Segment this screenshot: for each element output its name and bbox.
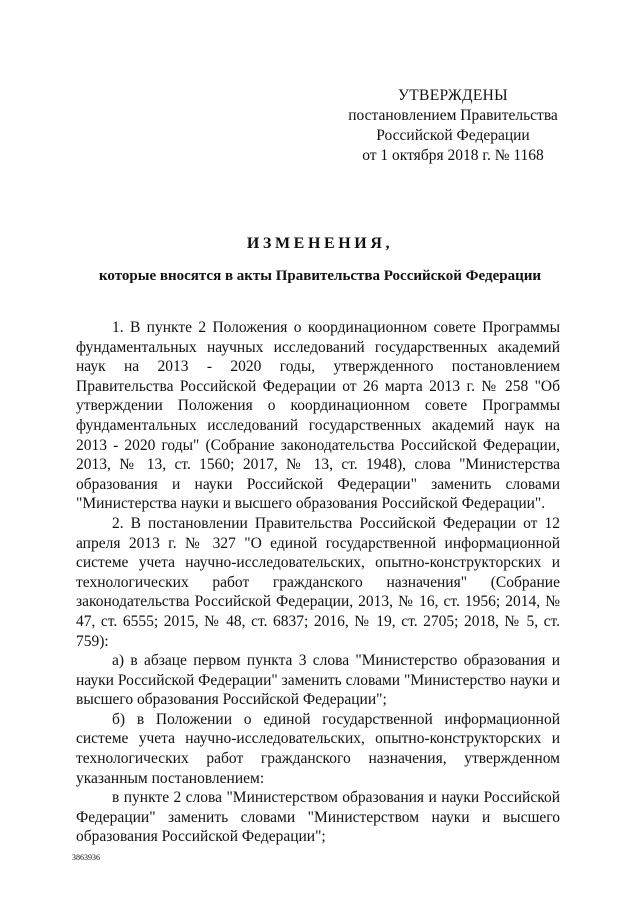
document-body <box>76 318 560 847</box>
approval-line-1: постановлением Правительства <box>348 107 558 124</box>
approval-line-2: Российской Федерации <box>376 127 530 144</box>
paragraph-2b-item: в пункте 2 слова "Министерством образования и науки Российской Федерации" заменить словами "Министерством науки и высшего образования Российской Федерации"; <box>76 789 560 846</box>
document-code: 3863936 <box>72 853 100 862</box>
paragraph-2a: а) в абзаце первом пункта 3 слова "Министерство образования и науки Российской Федерации" заменить словами "Министерство науки и высшего образования Российской Федерации"; <box>76 652 560 709</box>
approval-line-3: от 1 октября 2018 г. № 1168 <box>362 147 544 164</box>
paragraph-2: 2. В постановлении Правительства Российской Федерации от 12 апреля 2013 г. № 327 "О единой государственной информационной системе учета научно-исследовательских, опытно-конструкторских и технологических работ гражданского назначения" (Собрание законодательства Российской Федерации, 2013, № 16, ст. 1956; 2014, № 47, ст. 6555; 2015, № 48, ст. 6837; 2016, № 19, ст. 2705; 2018, № 5, ст. 759): <box>76 514 560 650</box>
paragraph-2b: б) в Положении о единой государственной информационной системе учета научно-исследовательских, опытно-конструкторских и технологических работ гражданского назначения, утвержденном указанным постановлением: <box>76 710 560 787</box>
document-title: ИЗМЕНЕНИЯ, <box>246 235 394 252</box>
approval-title: УТВЕРЖДЕНЫ <box>398 87 508 104</box>
paragraph-1: 1. В пункте 2 Положения о координационном совете Программы фундаментальных научных исследований государственных академий наук на 2013 - 2020 годы, утвержденного постановлением Правительства Российской Федерации от 26 марта 2013 г. № 258 "Об утверждении Положения о координационном совете Программы фундаментальных исследований государственных академий наук на 2013 - 2020 годы" (Собрание законодательства Российской Федерации, 2013, № 13, ст. 1560; 2017, № 13, ст. 1948), слова "Министерства образования и науки Российской Федерации" заменить словами "Министерства науки и высшего образования Российской Федерации". <box>76 319 560 513</box>
approval-stamp <box>330 86 576 166</box>
document-heading <box>76 234 564 286</box>
document-subtitle: которые вносятся в акты Правительства Российской Федерации <box>98 268 542 284</box>
